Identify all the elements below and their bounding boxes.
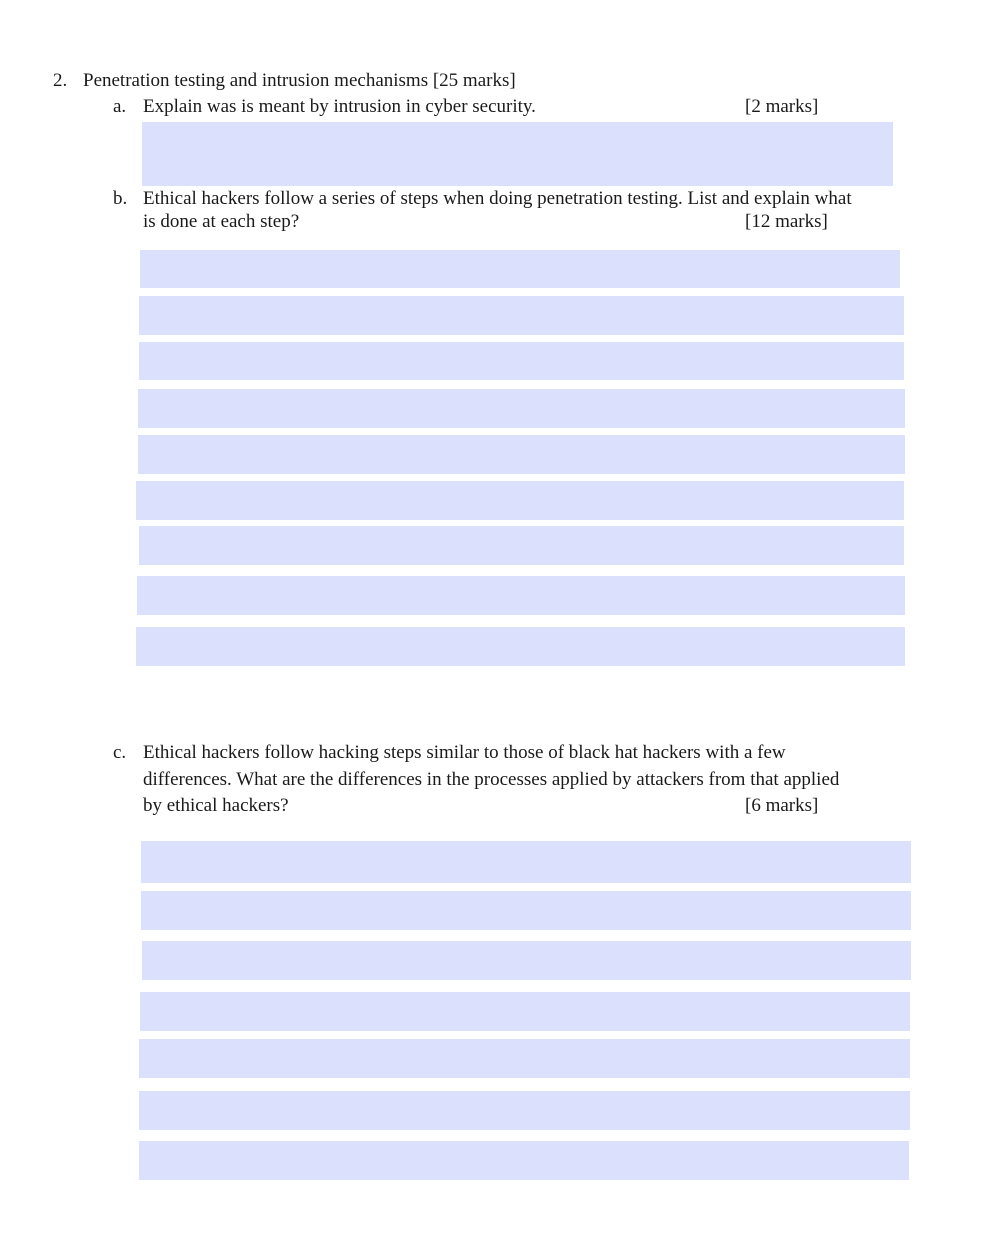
part-a-answer-field[interactable]	[142, 122, 893, 186]
part-c-prompt-line-1: Ethical hackers follow hacking steps similar to those of black hat hackers with a few	[143, 742, 786, 763]
part-c-answer-field-4[interactable]	[140, 992, 910, 1031]
part-c-prompt-line-3: by ethical hackers?	[143, 795, 289, 816]
part-b-answer-field-6[interactable]	[136, 481, 904, 520]
part-c-answer-field-3[interactable]	[142, 941, 911, 980]
part-b-prompt-line-2: is done at each step?	[143, 211, 300, 232]
part-b-answer-field-3[interactable]	[139, 342, 904, 380]
part-c-letter: c.	[113, 742, 127, 763]
part-b-answer-field-1[interactable]	[140, 250, 900, 288]
part-c-marks: [6 marks]	[745, 795, 819, 816]
part-c-answer-field-5[interactable]	[139, 1039, 910, 1078]
part-b-answer-field-4[interactable]	[138, 389, 905, 428]
part-b-answer-field-2[interactable]	[139, 296, 904, 335]
part-b-marks: [12 marks]	[745, 211, 828, 232]
part-a-marks: [2 marks]	[745, 96, 819, 117]
question-title: Penetration testing and intrusion mechanisms [25 marks]	[83, 70, 516, 91]
part-a-letter: a.	[113, 96, 127, 117]
part-b-answer-field-5[interactable]	[138, 435, 905, 474]
part-c-answer-field-6[interactable]	[139, 1091, 910, 1130]
part-c-answer-field-1[interactable]	[141, 841, 911, 883]
part-c-answer-field-2[interactable]	[141, 891, 911, 930]
question-number: 2.	[53, 70, 68, 91]
part-b-letter: b.	[113, 188, 128, 209]
part-b-answer-field-7[interactable]	[139, 526, 904, 565]
part-a-prompt: Explain was is meant by intrusion in cyber security.	[143, 96, 536, 117]
part-b-answer-field-8[interactable]	[137, 576, 905, 615]
part-c-answer-field-7[interactable]	[139, 1141, 909, 1180]
part-c-prompt-line-2: differences. What are the differences in the processes applied by attackers from that applied	[143, 769, 840, 790]
part-b-prompt-line-1: Ethical hackers follow a series of steps when doing penetration testing. List and explain what	[143, 188, 852, 209]
part-b-answer-field-9[interactable]	[136, 627, 905, 666]
